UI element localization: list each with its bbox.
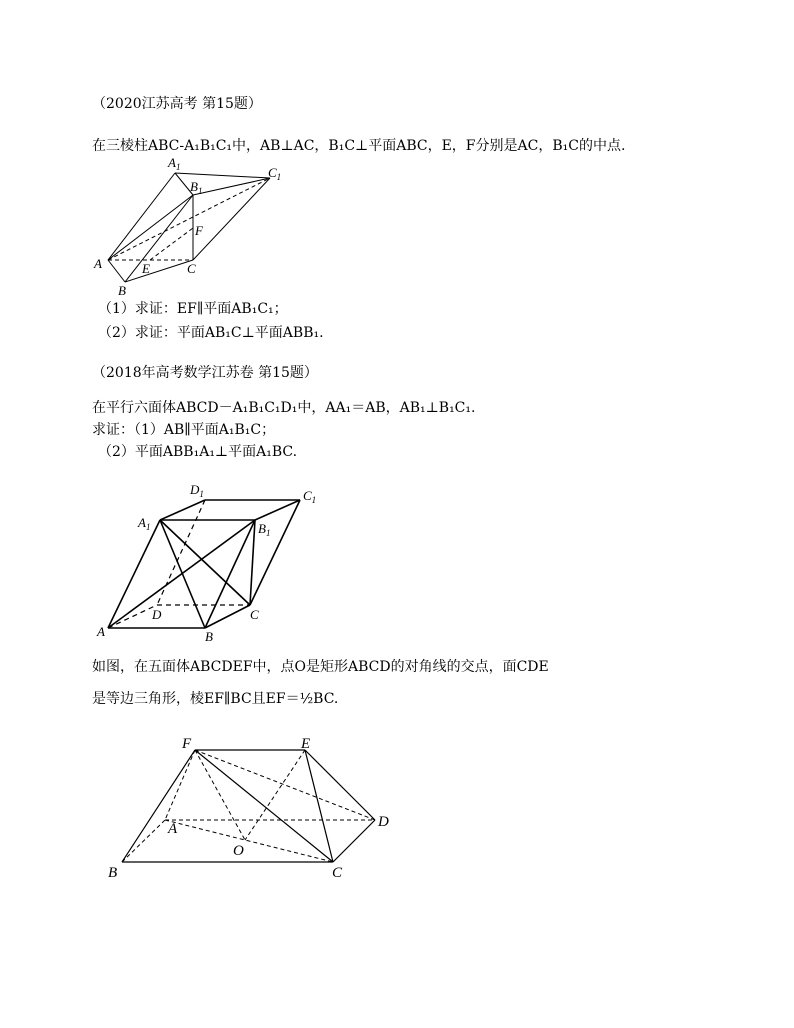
edge-FA	[165, 750, 195, 820]
segment-FD	[195, 750, 375, 820]
label-C1: $C_1$	[268, 165, 282, 182]
problem2-statement: 在平行六面体ABCD－A₁B₁C₁D₁中，AA₁＝AB，AB₁⊥B₁C₁.	[92, 400, 476, 416]
label-B1: $B_1$	[258, 521, 271, 538]
label-D: D	[152, 607, 162, 622]
label-C: C	[332, 865, 343, 881]
problem1-source: （2020江苏高考 第15题）	[92, 96, 262, 112]
label-A1: $A_1$	[168, 155, 181, 172]
edge-FB	[122, 750, 195, 862]
edge-ED	[305, 750, 375, 820]
label-E: E	[142, 261, 150, 276]
problem3-statement-line2: 是等边三角形，棱EF∥BC且EF＝½BC.	[92, 691, 339, 707]
label-E: E	[301, 736, 311, 752]
label-O: O	[233, 843, 244, 859]
problem1-statement: 在三棱柱ABC-A₁B₁C₁中，AB⊥AC，B₁C⊥平面ABC，E，F分别是AC，B₁C的中点.	[92, 138, 626, 154]
edge-BA	[122, 820, 165, 862]
label-F: F	[182, 736, 192, 752]
label-D: D	[378, 814, 389, 830]
problem2-source: （2018年高考数学江苏卷 第15题）	[92, 365, 318, 381]
label-A1: $A_1$	[138, 515, 151, 532]
label-D1: $D_1$	[190, 482, 204, 499]
label-B1: $B_1$	[190, 179, 203, 196]
problem2-q2: （2）平面ABB₁A₁⊥平面A₁BC.	[98, 444, 298, 460]
label-A: A	[94, 256, 102, 271]
edge-FC	[195, 750, 333, 862]
problem2-prove-line: 求证：（1）AB∥平面A₁B₁C；	[92, 422, 276, 438]
label-B: B	[108, 865, 118, 881]
label-C1: $C_1$	[303, 488, 317, 505]
segment-EO	[245, 750, 305, 840]
label-C: C	[250, 607, 259, 622]
edge-EC	[305, 750, 333, 862]
segment-FO	[195, 750, 245, 840]
edge-DC	[333, 820, 375, 862]
label-B: B	[205, 629, 213, 644]
problem1-q2: （2）求证：平面AB₁C⊥平面ABB₁.	[98, 325, 324, 341]
label-C: C	[187, 261, 196, 276]
label-A: A	[168, 821, 178, 837]
problem3-statement-line1: 如图，在五面体ABCDEF中，点O是矩形ABCD的对角线的交点，面CDE	[92, 659, 549, 675]
label-F: F	[195, 223, 203, 238]
label-A: A	[97, 624, 105, 639]
label-B: B	[118, 283, 126, 298]
problem1-q1: （1）求证：EF∥平面AB₁C₁；	[98, 301, 288, 317]
